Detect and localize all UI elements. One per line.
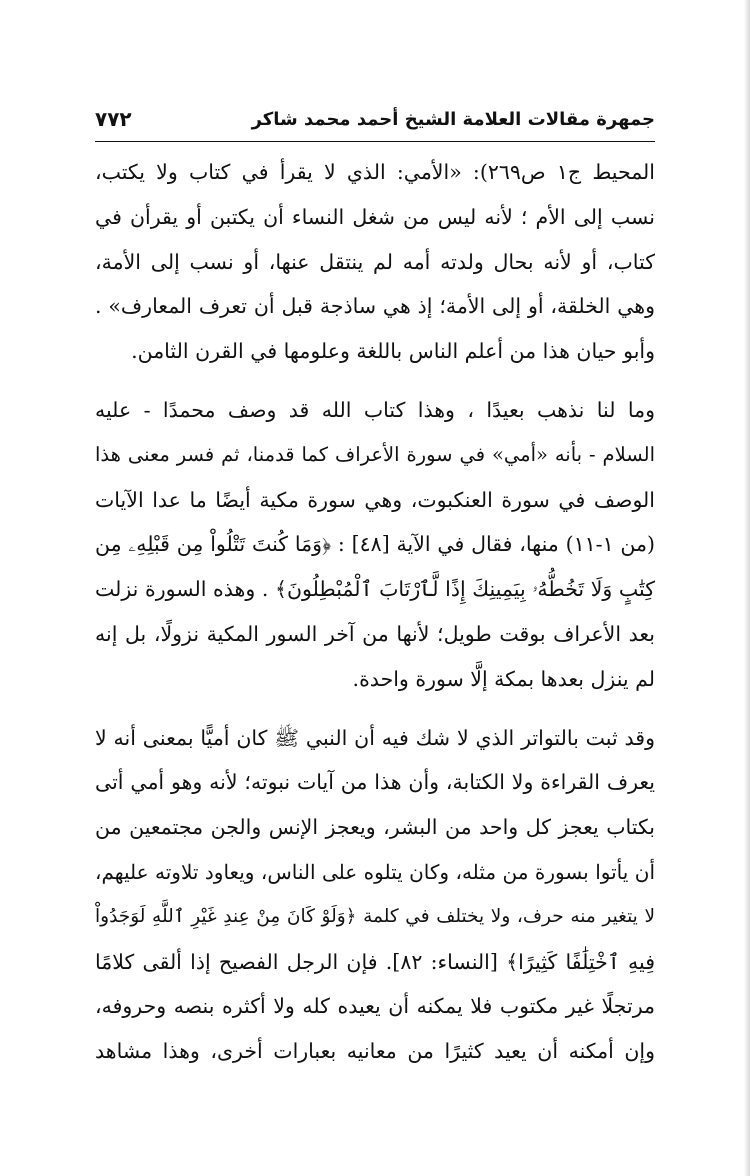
text-line: مرتجلًا غير مكتوب فلا يمكنه أن يعيده كله ولا أكثره بنصه وحروفه، <box>95 994 655 1019</box>
paragraph-gap <box>95 702 655 716</box>
text-line: لم ينزل بعدها بمكة إلَّا سورة واحدة. <box>352 666 655 691</box>
text-line: وما لنا نذهب بعيدًا ، وهذا كتاب الله قد وصف محمدًا - عليه <box>95 397 655 422</box>
paragraph-1 <box>95 150 655 374</box>
text-line: وقد ثبت بالتواتر الذي لا شك فيه أن النبي ﷺ كان أميًّا بمعنى أنه لا <box>95 725 655 750</box>
text-line-with-verse: (من ١-١١) منها، فقال في الآية [٤٨] : ﴿وَمَا كُنتَ تَتْلُواْ مِن قَبْلِهِۦ مِن <box>95 532 655 557</box>
paragraph-gap <box>95 374 655 388</box>
text-line: المحيط ج١ ص٢٦٩): «الأمي: الذي لا يقرأ في كتاب ولا يكتب، <box>95 160 655 184</box>
text-line: وهي الخلقة، أو إلى الأمة؛ إذ هي ساذجة قبل أن تعرف المعارف» . <box>95 294 655 319</box>
text-line: نسب إلى الأم ؛ لأنه ليس من شغل النساء أن يكتبن أو يقرأن في <box>95 204 655 229</box>
text-line-with-verse: كِتَٰبٍ وَلَا تَخُطُّهُۥ بِيَمِينِكَ إِذًا لَّٱرْتَابَ ٱلْمُبْطِلُونَ﴾ . وهذه السورة نزلت <box>95 577 655 602</box>
text-line: وأبو حيان هذا من أعلم الناس باللغة وعلومها في القرن الثامن. <box>131 339 655 364</box>
text-line: بعد الأعراف بوقت طويل؛ لأنها من آخر السور المكية نزولًا، بل إنه <box>95 621 655 646</box>
text-line: وإن أمكنه أن يعيد كثيرًا من معانيه بعبارات أخرى، وهذا مشاهد <box>95 1039 655 1064</box>
page-edge-shadow <box>744 0 750 1176</box>
header-title: جمهرة مقالات العلامة الشيخ أحمد محمد شاكر <box>251 108 655 130</box>
body-text <box>95 150 655 1074</box>
text-line: كتاب، أو لأنه بحال ولدته أمه لم ينتقل عنها، أو نسب إلى الأمة، <box>95 249 655 274</box>
paragraph-2 <box>95 388 655 702</box>
text-line: بكتاب يعجز كل واحد من البشر، ويعجز الإنس والجن مجتمعين من <box>95 815 655 840</box>
text-line: الوصف في سورة العنكبوت، وهي سورة مكية أيضًا ما عدا الآيات <box>95 487 655 512</box>
text-line: أن يأتوا بسورة من مثله، وكان يتلوه على الناس، ويعاود تلاوته عليهم، <box>95 859 655 884</box>
text-line-with-verse: لا يتغير منه حرف، ولا يختلف في كلمة ﴿وَلَوْ كَانَ مِنْ عِندِ غَيْرِ ٱللَّهِ لَوَجَدُواْ <box>95 905 655 927</box>
text-line: السلام - بأنه «أمي» في سورة الأعراف كما قدمنا، ثم فسر معنى هذا <box>95 442 655 466</box>
text-line-with-verse: فِيهِ ٱخْتِلَٰفًا كَثِيرًا﴾ [النساء: ٨٢]. فإن الرجل الفصيح إذا ألقى كلامًا <box>95 949 655 974</box>
running-header <box>95 104 655 134</box>
page-number: ٧٧٢ <box>95 107 132 131</box>
paragraph-3 <box>95 716 655 1074</box>
text-line: يعرف القراءة ولا الكتابة، وأن هذا من آيات نبوته؛ لأنه وهو أمي أتى <box>95 770 655 795</box>
header-rule <box>95 141 655 142</box>
